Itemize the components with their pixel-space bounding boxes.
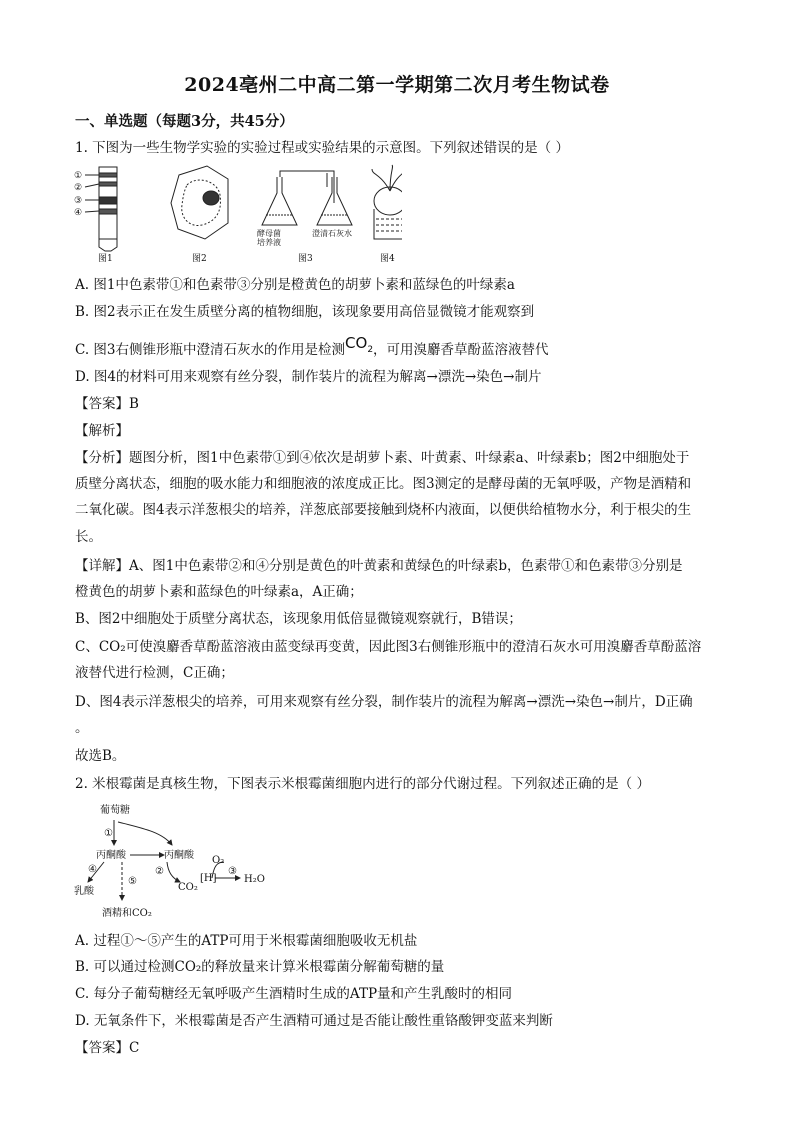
glucose-label: 葡萄糖 (100, 805, 130, 816)
step-5: ⑤ (128, 876, 137, 887)
q1-detail-line-7: 。 (75, 720, 89, 736)
q1-option-d: D. 图4的材料可用来观察有丝分裂，制作装片的流程为解离→漂洗→染色→制片 (75, 369, 542, 385)
chromatography-strip (85, 167, 117, 251)
q2-option-b: B. 可以通过检测CO₂的释放量来计算米根霉菌分解葡萄糖的量 (75, 959, 445, 975)
q1-detail-line-1: 【详解】A、图1中色素带②和④分别是黄色的叶黄素和黄绿色的叶绿素b，色素带①和色素带③分别是 (75, 558, 683, 574)
h-label: [H] (200, 873, 217, 884)
q1-analysis-line-3: 二氧化碳。图4表示洋葱根尖的培养，洋葱底部要接触到烧杯内液面，以便供给植物水分，利于根尖的生 (75, 502, 692, 518)
q1-analysis-line-4: 长。 (75, 529, 102, 545)
lactate-label: 乳酸 (74, 886, 94, 897)
fig3-caption: 图3 (298, 254, 313, 264)
q1-answer: 【答案】B (75, 396, 139, 412)
q1-option-c-part2: ，可用溴麝香草酚蓝溶液替代 (373, 342, 549, 358)
band-label-4: ④ (74, 208, 83, 218)
q1-detail-line-3: B、图2中细胞处于质壁分离状态，该现象用低倍显微镜观察就行，B错误； (75, 611, 522, 627)
o2-label: O₂ (212, 855, 225, 866)
band-label-3: ③ (74, 196, 83, 206)
step-4: ④ (88, 864, 97, 875)
step-3: ③ (228, 866, 237, 877)
q1-option-c-part1: C. 图3右侧锥形瓶中澄清石灰水的作用是检测 (75, 342, 346, 358)
q1-option-c (75, 334, 549, 366)
band-label-2: ② (74, 183, 83, 193)
step-1: ① (104, 828, 113, 839)
fig1-caption: 图1 (98, 254, 113, 264)
pyruvate-label-2: 丙酮酸 (164, 850, 194, 861)
q2-option-d: D. 无氧条件下，米根霉菌是否产生酒精可通过是否能让酸性重铬酸钾变蓝来判断 (75, 1013, 553, 1029)
q2-figure (72, 800, 292, 925)
q1-analysis-line-2: 质壁分离状态，细胞的吸水能力和细胞液的浓度成正比。图3测定的是酵母菌的无氧呼吸，产物是酒精和 (75, 476, 692, 492)
step-2: ② (155, 866, 164, 877)
fig2-caption: 图2 (192, 254, 207, 264)
h2o-label: H₂O (244, 874, 265, 885)
plant-cell (171, 166, 228, 239)
fig4-caption: 图4 (380, 254, 395, 264)
q1-option-b: B. 图2表示正在发生质壁分离的植物细胞，该现象要用高倍显微镜才能观察到 (75, 304, 535, 320)
flasks (262, 171, 352, 225)
q1-figure (72, 163, 402, 268)
co2-label: CO₂ (178, 882, 198, 893)
q1-option-a: A. 图1中色素带①和色素带③分别是橙黄色的胡萝卜素和蓝绿色的叶绿素a (75, 277, 515, 293)
onion-beaker (372, 165, 402, 239)
yeast-label-1: 酵母菌 (257, 229, 281, 238)
q1-detail-line-6: D、图4表示洋葱根尖的培养，可用来观察有丝分裂，制作装片的流程为解离→漂洗→染色→制片，D正确 (75, 694, 693, 710)
q2-option-c: C. 每分子葡萄糖经无氧呼吸产生酒精时生成的ATP量和产生乳酸时的相同 (75, 986, 513, 1002)
q2-answer: 【答案】C (75, 1040, 140, 1056)
q1-detail-line-2: 橙黄色的胡萝卜素和蓝绿色的叶绿素a，A正确； (75, 584, 363, 600)
co2-formula: $CO_2$ (345, 334, 374, 355)
yeast-label-2: 培养液 (257, 238, 281, 247)
q1-detail-line-8: 故选B。 (75, 748, 126, 764)
q1-detail-line-4: C、CO₂可使溴麝香草酚蓝溶液由蓝变绿再变黄，因此图3右侧锥形瓶中的澄清石灰水可用溴麝香草酚蓝溶 (75, 639, 702, 655)
q1-analysis-label: 【解析】 (75, 423, 129, 439)
pyruvate-label-1: 丙酮酸 (96, 850, 126, 861)
q1-detail-line-5: 液替代进行检测，C正确； (75, 665, 234, 681)
q1-analysis-line-1: 【分析】题图分析，图1中色素带①到④依次是胡萝卜素、叶黄素、叶绿素a、叶绿素b；图2中细胞处于 (75, 450, 690, 466)
q1-stem: 1. 下图为一些生物学实验的实验过程或实验结果的示意图。下列叙述错误的是（ ） (75, 140, 569, 156)
q2-option-a: A. 过程①～⑤产生的ATP可用于米根霉菌细胞吸收无机盐 (75, 933, 418, 949)
band-label-1: ① (74, 171, 83, 181)
ethanol-co2-label: 酒精和CO₂ (102, 908, 152, 919)
q2-stem: 2. 米根霉菌是真核生物，下图表示米根霉菌细胞内进行的部分代谢过程。下列叙述正确的是（ ） (75, 776, 650, 792)
section-heading: 一、单选题（每题3分，共45分） (75, 113, 294, 130)
page-title: 2024亳州二中高二第一学期第二次月考生物试卷 (184, 74, 610, 96)
limewater-label: 澄清石灰水 (312, 229, 352, 238)
